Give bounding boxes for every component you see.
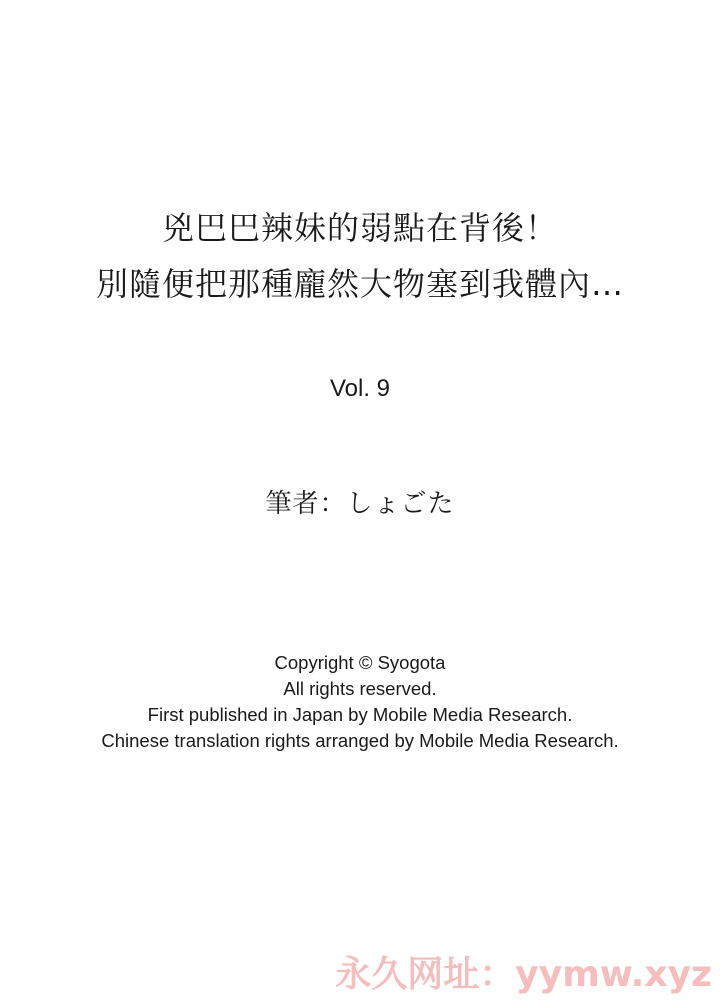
watermark-text: 永久网址：yymw.xyz: [335, 954, 712, 995]
copyright-line-1: Copyright © Syogota: [274, 652, 446, 673]
volume-label: Vol. 9: [329, 375, 391, 402]
book-title: [0, 200, 720, 312]
title-line-2: 別隨便把那種龐然大物塞到我體內…: [95, 265, 624, 303]
copyright-line-3: First published in Japan by Mobile Media Research.: [147, 704, 573, 725]
author-credit: 筆者：しょごた: [265, 489, 455, 519]
title-line-1: 兇巴巴辣妹的弱點在背後！: [161, 209, 558, 247]
copyright-line-4: Chinese translation rights arranged by Mobile Media Research.: [101, 730, 619, 751]
copyright-notice: [0, 650, 720, 754]
copyright-line-2: All rights reserved.: [283, 678, 437, 699]
